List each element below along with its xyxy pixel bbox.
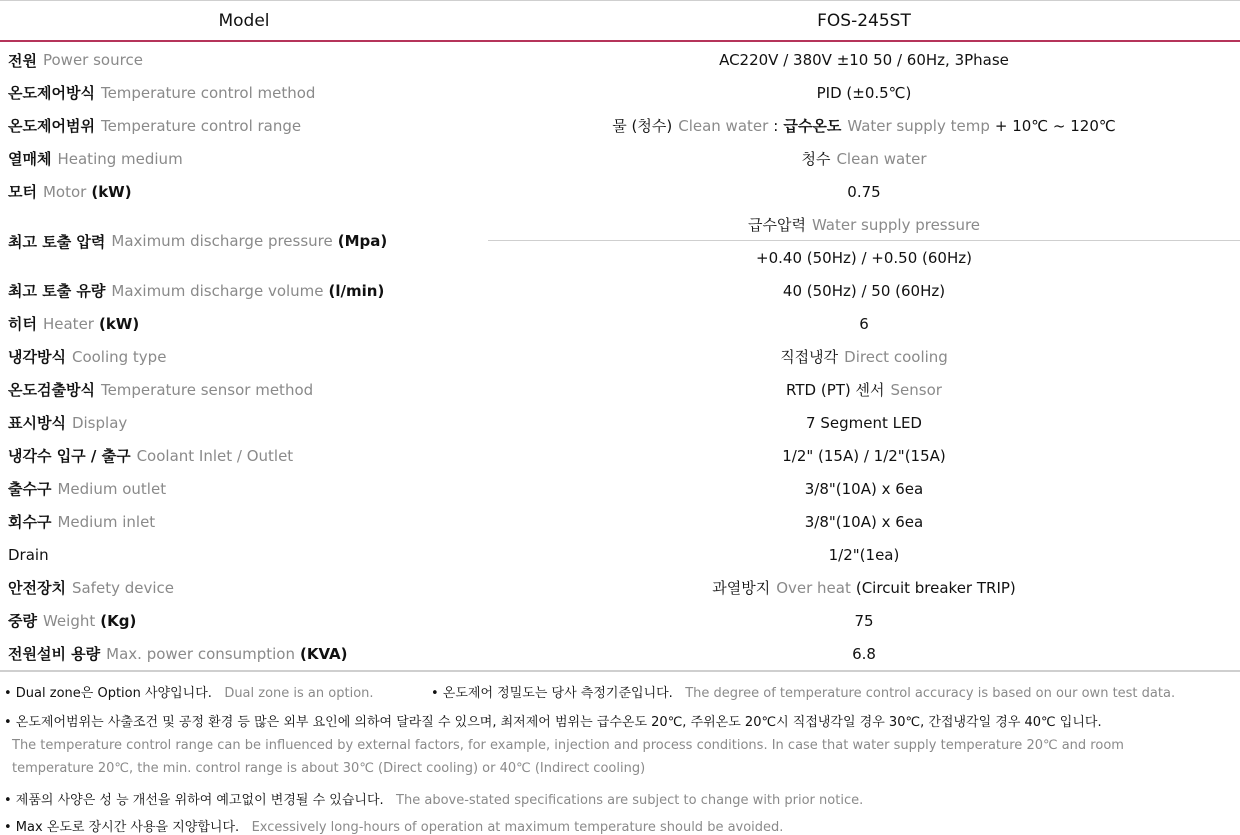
- row-value: 물 (청수) Clean water : 급수온도 Water supply temp + 10℃ ~ 120℃: [612, 116, 1116, 135]
- row-label: 냉각방식 Cooling type: [8, 347, 167, 366]
- table-row: [0, 472, 1240, 505]
- note-accuracy: • 온도제어 정밀도는 당사 측정기준입니다. The degree of temperature control accuracy is based on our own test data.: [431, 686, 1176, 701]
- table-header: [0, 0, 1240, 42]
- row-label: 표시방식 Display: [8, 413, 128, 432]
- row-label: 전원설비 용량 Max. power consumption (KVA): [8, 644, 348, 663]
- row-label: 중량 Weight (Kg): [8, 611, 137, 630]
- row-label: 안전장치 Safety device: [8, 578, 174, 597]
- note-dual-zone: • Dual zone은 Option 사양입니다. Dual zone is an option.: [4, 686, 374, 701]
- row-label: 열매체 Heating medium: [8, 149, 183, 168]
- row-value: 3/8"(10A) x 6ea: [804, 479, 924, 498]
- table-bottom-rule: [0, 670, 1240, 672]
- table-row: [0, 604, 1240, 637]
- table-row: [0, 274, 1240, 307]
- row-label: 전원 Power source: [8, 51, 143, 70]
- row-label: Drain: [8, 545, 49, 564]
- row-value: RTD (PT) 센서 Sensor: [786, 380, 942, 399]
- row-label: 온도제어범위 Temperature control range: [8, 116, 302, 135]
- row-value: 7 Segment LED: [806, 413, 922, 432]
- table-row: [0, 571, 1240, 604]
- row-label: 회수구 Medium inlet: [8, 512, 156, 531]
- row-value: 6.8: [852, 644, 876, 663]
- row-value: 직접냉각 Direct cooling: [780, 347, 948, 366]
- row-label: 냉각수 입구 / 출구 Coolant Inlet / Outlet: [8, 446, 294, 465]
- row-label: 최고 토출 유량 Maximum discharge volume (l/min): [8, 281, 385, 300]
- row-value: PID (±0.5℃): [816, 83, 912, 102]
- table-row: [0, 538, 1240, 571]
- table-row: [0, 439, 1240, 472]
- note-max-temp: • Max 온도로 장시간 사용을 지양합니다. Excessively long-hours of operation at maximum temperature should be avoided.: [4, 820, 784, 835]
- row-value: AC220V / 380V ±10 50 / 60Hz, 3Phase: [719, 51, 1009, 69]
- row-value: 과열방지 Over heat (Circuit breaker TRIP): [712, 578, 1016, 597]
- note-range-en-1: The temperature control range can be influenced by external factors, for example, injection and process conditions. In case that water supply temperature 20℃ and room: [12, 738, 1124, 753]
- table-row: [0, 637, 1240, 670]
- row-value: 3/8"(10A) x 6ea: [804, 512, 924, 531]
- table-row: [0, 208, 1240, 274]
- table-row: [0, 307, 1240, 340]
- row-value: 청수 Clean water: [801, 149, 927, 168]
- row-value: +0.40 (50Hz) / +0.50 (60Hz): [756, 248, 972, 267]
- note-spec-change: • 제품의 사양은 성 능 개선을 위하여 예고없이 변경될 수 있습니다. The above-stated specifications are subject to change with prior notice.: [4, 793, 864, 808]
- table-row: [0, 76, 1240, 109]
- row-value: 1/2"(1ea): [828, 545, 900, 564]
- table-row: [0, 340, 1240, 373]
- row-label: 히터 Heater (kW): [8, 314, 140, 333]
- table-row: [0, 109, 1240, 142]
- row-label: 온도검출방식 Temperature sensor method: [8, 380, 314, 399]
- note-range-ko: • 온도제어범위는 사출조건 및 공정 환경 등 많은 외부 요인에 의하여 달라질 수 있으며, 최저제어 범위는 급수온도 20℃, 주위온도 20℃시 직접냉각일 경우 30℃, 간접냉각일 경우 40℃ 입니다.: [4, 715, 1102, 730]
- model-label: Model: [218, 11, 270, 31]
- table-row: [0, 142, 1240, 175]
- table-row: [0, 44, 1240, 76]
- row-value: 75: [854, 611, 874, 630]
- row-label: 모터 Motor (kW): [8, 182, 132, 201]
- note-range-en-2: temperature 20℃, the min. control range is about 30℃ (Direct cooling) or 40℃ (Indirect cooling): [12, 761, 646, 776]
- row-value: 1/2" (15A) / 1/2"(15A): [782, 446, 946, 465]
- row-label: 출수구 Medium outlet: [8, 479, 167, 498]
- row-label: 최고 토출 압력 Maximum discharge pressure (Mpa): [8, 232, 388, 251]
- table-row: [0, 175, 1240, 208]
- row-subvalue: 급수압력 Water supply pressure: [747, 215, 981, 234]
- row-value: 0.75: [847, 182, 881, 201]
- row-value: 6: [859, 314, 869, 333]
- table-row: [0, 373, 1240, 406]
- row-label: 온도제어방식 Temperature control method: [8, 83, 316, 102]
- table-row: [0, 406, 1240, 439]
- model-value: FOS-245ST: [817, 11, 911, 31]
- table-row: [0, 505, 1240, 538]
- row-value: 40 (50Hz) / 50 (60Hz): [782, 281, 946, 300]
